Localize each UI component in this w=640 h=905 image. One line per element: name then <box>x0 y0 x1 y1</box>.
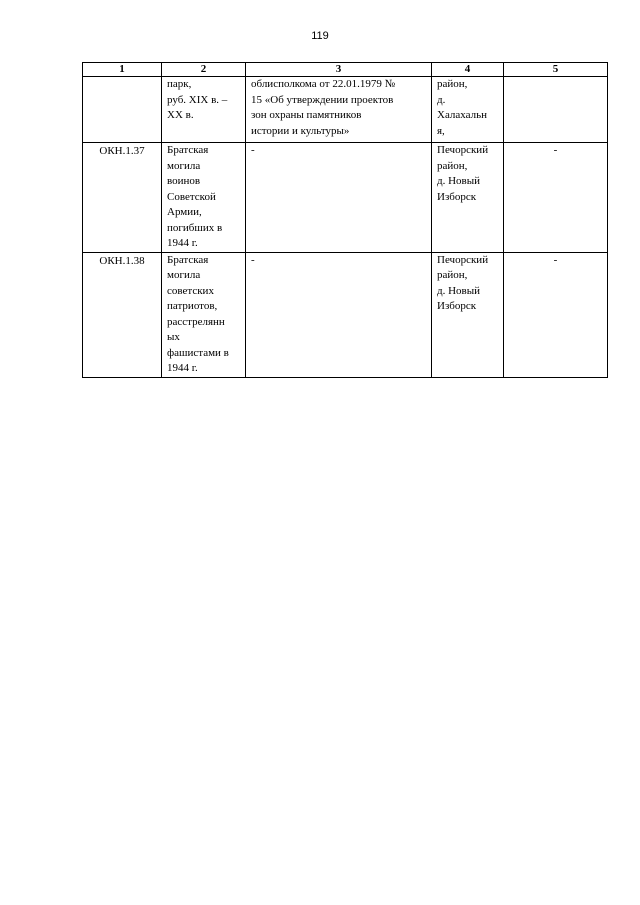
object-name-cell: парк, руб. XIX в. – XX в. <box>162 77 246 143</box>
header-col-1: 1 <box>83 63 162 77</box>
page-number: 119 <box>311 30 329 42</box>
table-header-row <box>83 63 608 77</box>
heritage-registry-table <box>82 62 608 378</box>
note-cell <box>504 77 608 143</box>
note-cell: - <box>504 143 608 253</box>
object-name-cell: Братская могила воинов Советской Армии, погибших в 1944 г. <box>162 143 246 253</box>
location-cell: Печорский район, д. Новый Изборск <box>432 143 504 253</box>
header-col-3: 3 <box>246 63 432 77</box>
object-name-cell: Братская могила советских патриотов, расстрелянн ых фашистами в 1944 г. <box>162 252 246 377</box>
header-col-4: 4 <box>432 63 504 77</box>
header-col-2: 2 <box>162 63 246 77</box>
document-cell: облисполкома от 22.01.1979 № 15 «Об утверждении проектов зон охраны памятников истории и культуры» <box>246 77 432 143</box>
header-col-5: 5 <box>504 63 608 77</box>
table-row <box>83 252 608 377</box>
location-cell: район, д. Халахальн я, <box>432 77 504 143</box>
note-cell: - <box>504 252 608 377</box>
row-id-cell <box>83 77 162 143</box>
row-id-cell: ОКН.1.37 <box>83 143 162 253</box>
table-row <box>83 77 608 143</box>
location-cell: Печорский район, д. Новый Изборск <box>432 252 504 377</box>
document-cell: - <box>246 252 432 377</box>
table-row <box>83 143 608 253</box>
row-id-cell: ОКН.1.38 <box>83 252 162 377</box>
document-cell: - <box>246 143 432 253</box>
